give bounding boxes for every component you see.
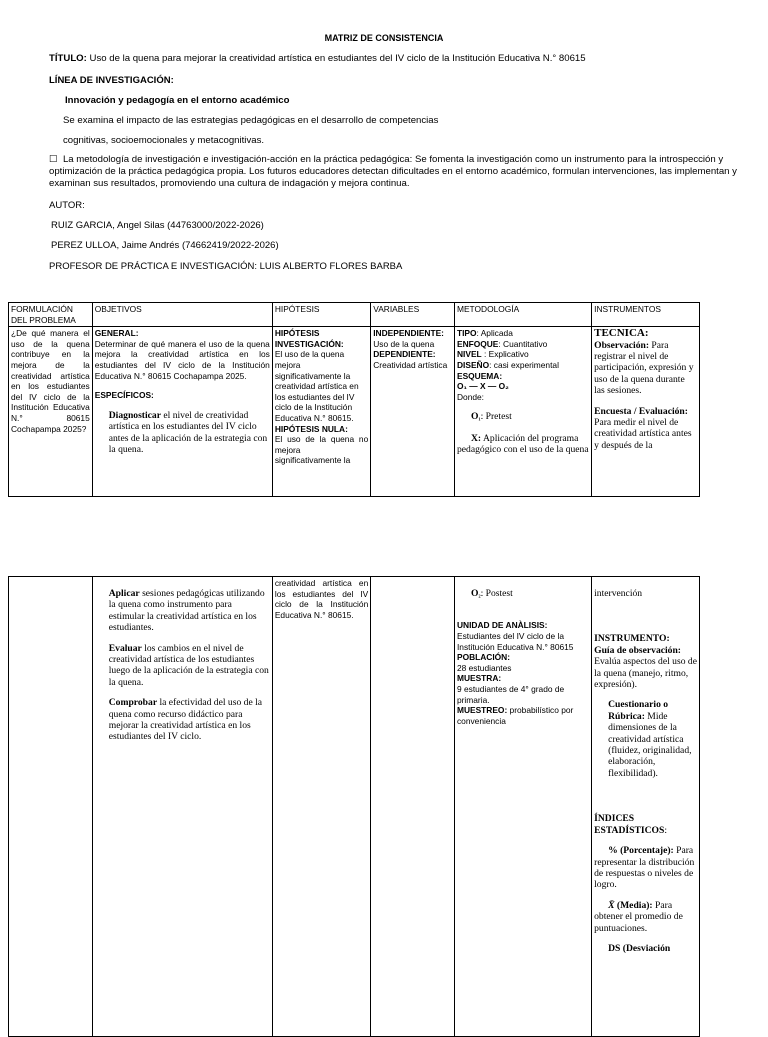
var-dep-label: DEPENDIENTE:	[373, 349, 436, 360]
met-tipo	[457, 328, 589, 339]
table-row	[9, 577, 700, 1037]
checkbox-icon: ☐	[49, 154, 58, 165]
metodologia-paragraph	[49, 154, 745, 191]
obj1-verb: Diagnosticar	[108, 409, 161, 421]
ins-guia-label: Guía de observación:	[594, 644, 682, 656]
obj1-text: el nivel de creatividad artística en los estudiantes del IV ciclo antes de la aplicación de la estrategia con la quena.	[108, 409, 268, 455]
obj-general-text: Determinar de qué manera el uso de la quena mejora la creatividad artística en los estudiantes del IV ciclo de la Institución Educativa N.° 80615 Cochapampa 2025.	[94, 338, 270, 381]
ins-indices-colon: :	[664, 824, 668, 836]
consistency-matrix-table-continued	[8, 576, 700, 1037]
met-o2-sub: ₂	[478, 590, 481, 598]
met-esquema-formula: O₁ — X — O₂	[456, 381, 509, 392]
ins-porcentaje	[594, 845, 697, 891]
linea-title: Innovación y pedagogía en el entorno académico	[65, 95, 290, 106]
obj4-verb: Comprobar	[108, 697, 158, 709]
page-title: MATRIZ DE CONSISTENCIA	[324, 33, 444, 43]
ins-media-label: (Media):	[614, 899, 653, 911]
ins-media	[594, 900, 697, 934]
met-o1	[457, 411, 589, 423]
hip-nula-text-1: El uso de la quena no mejora significativamente la	[274, 434, 369, 466]
met-poblacion-label: POBLACIÓN:	[456, 652, 511, 663]
instrumentos-cell	[592, 327, 700, 497]
hip-nula-label: HIPÓTESIS NULA:	[274, 423, 348, 434]
ins-enc-label: Encuesta / Evaluación:	[594, 405, 688, 417]
met-o1-text: : Pretest	[480, 411, 512, 423]
met-diseno	[457, 360, 589, 371]
met-o1-sub: ₁	[478, 413, 481, 422]
linea-label: LÍNEA DE INVESTIGACIÓN:	[49, 75, 174, 86]
ins-encuesta	[594, 406, 697, 452]
header-cell-problema: FORMULACIÓN DEL PROBLEMA	[9, 303, 93, 327]
linea-desc-1: Se examina el impacto de las estrategias pedagógicas en el desarrollo de competencias	[63, 115, 439, 126]
ins-cuestionario	[594, 699, 697, 779]
obj2-verb: Aplicar	[108, 588, 140, 599]
header-cell-metodologia: METODOLOGÍA	[454, 303, 591, 327]
autor-1: RUIZ GARCIA, Angel Silas (44763000/2022-2026)	[51, 220, 264, 231]
ins-pct-text: Para representar la distribución de respuestas o niveles de logro.	[594, 845, 695, 891]
ins-obs-text: Para registrar el nivel de participación, expresión y uso de la quena durante las sesiones.	[594, 339, 694, 397]
objetivo-especifico-1	[95, 410, 270, 456]
ins-ds-label: DS (Desviación	[608, 942, 671, 954]
titulo-text: Uso de la quena para mejorar la creatividad artística en estudiantes del IV ciclo de la Institución Educativa N.° 80615	[89, 53, 586, 64]
met-o1-symbol: O	[470, 411, 479, 423]
met-muestra-text: 9 estudiantes de 4° grado de primaria.	[456, 683, 565, 705]
ins-enc-text: Para medir el nivel de creatividad artística antes y después de la	[594, 417, 692, 451]
ins-cuest-label: Cuestionario o Rúbrica:	[608, 699, 669, 722]
header-cell-hipotesis: HIPÓTESIS	[272, 303, 370, 327]
met-nivel	[457, 349, 589, 360]
objetivo-especifico-4	[95, 697, 270, 743]
met-o2-text: : Postest	[480, 588, 513, 599]
metodologia-cell	[454, 327, 591, 497]
met-o2-symbol: O	[470, 588, 479, 599]
objetivo-especifico-3	[95, 643, 270, 689]
consistency-matrix-table	[8, 302, 700, 497]
header-cell-objetivos: OBJETIVOS	[92, 303, 272, 327]
met-enfoque-label: ENFOQUE	[456, 338, 499, 349]
obj4-text: la efectividad del uso de la quena como recurso didáctico para mejorar la creatividad artística en los estudiantes del IV ciclo.	[108, 697, 263, 743]
met-nivel-label: NIVEL	[456, 349, 482, 360]
objetivo-especifico-2	[95, 588, 270, 634]
met-nivel-value: : Explicativo	[481, 349, 529, 360]
hip-inv-label: HIPÓTESIS INVESTIGACIÓN:	[274, 328, 344, 349]
titulo-label: TÍTULO:	[49, 53, 87, 64]
hip-inv-text: El uso de la quena mejora significativamente la creatividad artística en los estudiantes del IV ciclo de la Institución Educativa N.° 80615.	[274, 349, 359, 423]
met-enfoque-value: : Cuantitativo	[498, 338, 548, 349]
met-x-symbol: X:	[470, 432, 482, 444]
header-cell-variables: VARIABLES	[371, 303, 455, 327]
met-diseno-value: : casi experimental	[489, 359, 559, 370]
met-muestra-label: MUESTRA:	[456, 673, 502, 684]
met-o2	[457, 588, 589, 600]
met-enfoque	[457, 339, 589, 350]
met-unidad-label: UNIDAD DE ANÀLISIS:	[456, 620, 548, 631]
ins-indices	[594, 813, 697, 836]
ins-guia-text: Evalúa aspectos del uso de la quena (manejo, ritmo, expresión).	[594, 656, 697, 691]
autor-2: PEREZ ULLOA, Jaime Andrés (74662419/2022-2026)	[51, 240, 279, 251]
met-muestreo-label: MUESTREO:	[456, 705, 508, 716]
table-row	[9, 327, 700, 497]
met-unidad-text: Estudiantes del IV ciclo de la Institución Educativa N.° 80615	[456, 631, 574, 652]
ins-obs-label: Observación:	[594, 339, 650, 351]
metodologia-cell-continued	[454, 577, 591, 1037]
profesor-line: PROFESOR DE PRÁCTICA E INVESTIGACIÓN: LUIS ALBERTO FLORES BARBA	[49, 261, 403, 272]
hip-nula-text-2: creatividad artística en los estudiantes del IV ciclo de la Institución Educativa N.° 80615.	[274, 578, 369, 620]
obj-especificos-label: ESPECÍFICOS:	[94, 390, 154, 401]
instrumentos-cell-continued	[592, 577, 700, 1037]
ins-indices-label: ÍNDICES ESTADÍSTICOS	[594, 813, 665, 836]
var-dep-text: Creatividad artística	[373, 359, 448, 370]
metodologia-text: La metodología de investigación e investigación-acción en la práctica pedagógica: Se fomenta la investigación como un instrumento para la introspección y optimización de la práctica pedagógica propia. Los futuros educadores detectan dificultades en el entorno académico, formulan intervenciones, las implementan y examinan sus resultados, promoviendo una cultura de indagación y mejora continua.	[49, 154, 737, 190]
linea-desc-2: cognitivas, socioemocionales y metacognitivas.	[63, 135, 265, 146]
ins-observacion	[594, 340, 697, 397]
ins-media-text: Para obtener el promedio de puntuaciones.	[594, 899, 683, 934]
met-diseno-label: DISEÑO	[456, 359, 490, 370]
met-muestreo	[457, 705, 589, 726]
header-cell-instrumentos: INSTRUMENTOS	[592, 303, 700, 327]
variables-cell	[371, 327, 455, 497]
problema-cell	[9, 327, 93, 497]
objetivos-cell-continued	[92, 577, 272, 1037]
obj2-text: sesiones pedagógicas utilizando la quena como instrumento para estimular la creatividad artística en los estudiantes.	[108, 588, 265, 634]
met-poblacion-text: 28 estudiantes	[456, 662, 512, 673]
table-header-row	[9, 303, 700, 327]
autor-label: AUTOR:	[49, 200, 85, 211]
ins-enc-text-2: intervención	[594, 588, 643, 599]
titulo-line	[49, 53, 739, 64]
met-x-text: Aplicación del programa pedagógico con el uso de la quena	[456, 432, 589, 456]
ins-guia	[594, 645, 697, 691]
obj-general-label: GENERAL:	[94, 328, 139, 339]
ins-cuest-text: Mide dimensiones de la creatividad artística (fluidez, originalidad, elaboración, flexibilidad).	[608, 710, 692, 779]
met-x	[457, 433, 589, 456]
problema-cell-empty	[9, 577, 93, 1037]
ins-pct-label: % (Porcentaje):	[608, 845, 674, 857]
met-muestreo-text: probabilístico por conveniencia	[456, 705, 574, 726]
var-ind-label: INDEPENDIENTE:	[373, 328, 444, 339]
obj3-verb: Evaluar	[108, 642, 142, 654]
obj3-text: los cambios en el nivel de creatividad artística de los estudiantes luego de la aplicación de la estrategia con la quena.	[108, 642, 269, 688]
objetivos-cell	[92, 327, 272, 497]
problema-text: ¿De qué manera el uso de la quena contribuye en la mejora de la creatividad artística en los estudiantes del IV ciclo de la Institución Educativa N.° 80615 Cochapampa 2025?	[11, 328, 90, 434]
met-tipo-label: TIPO	[456, 328, 477, 339]
hipotesis-cell-continued	[272, 577, 370, 1037]
met-donde: Donde:	[456, 391, 484, 402]
media-symbol-icon: X̄	[608, 899, 615, 911]
hipotesis-cell	[272, 327, 370, 497]
met-tipo-value: : Aplicada	[476, 328, 513, 339]
variables-cell-empty	[371, 577, 455, 1037]
met-esquema-label: ESQUEMA:	[456, 370, 503, 381]
var-ind-text: Uso de la quena	[373, 338, 435, 349]
ins-tecnica-label: TECNICA:	[594, 328, 649, 340]
ins-instrumento-label: INSTRUMENTO:	[594, 633, 670, 645]
